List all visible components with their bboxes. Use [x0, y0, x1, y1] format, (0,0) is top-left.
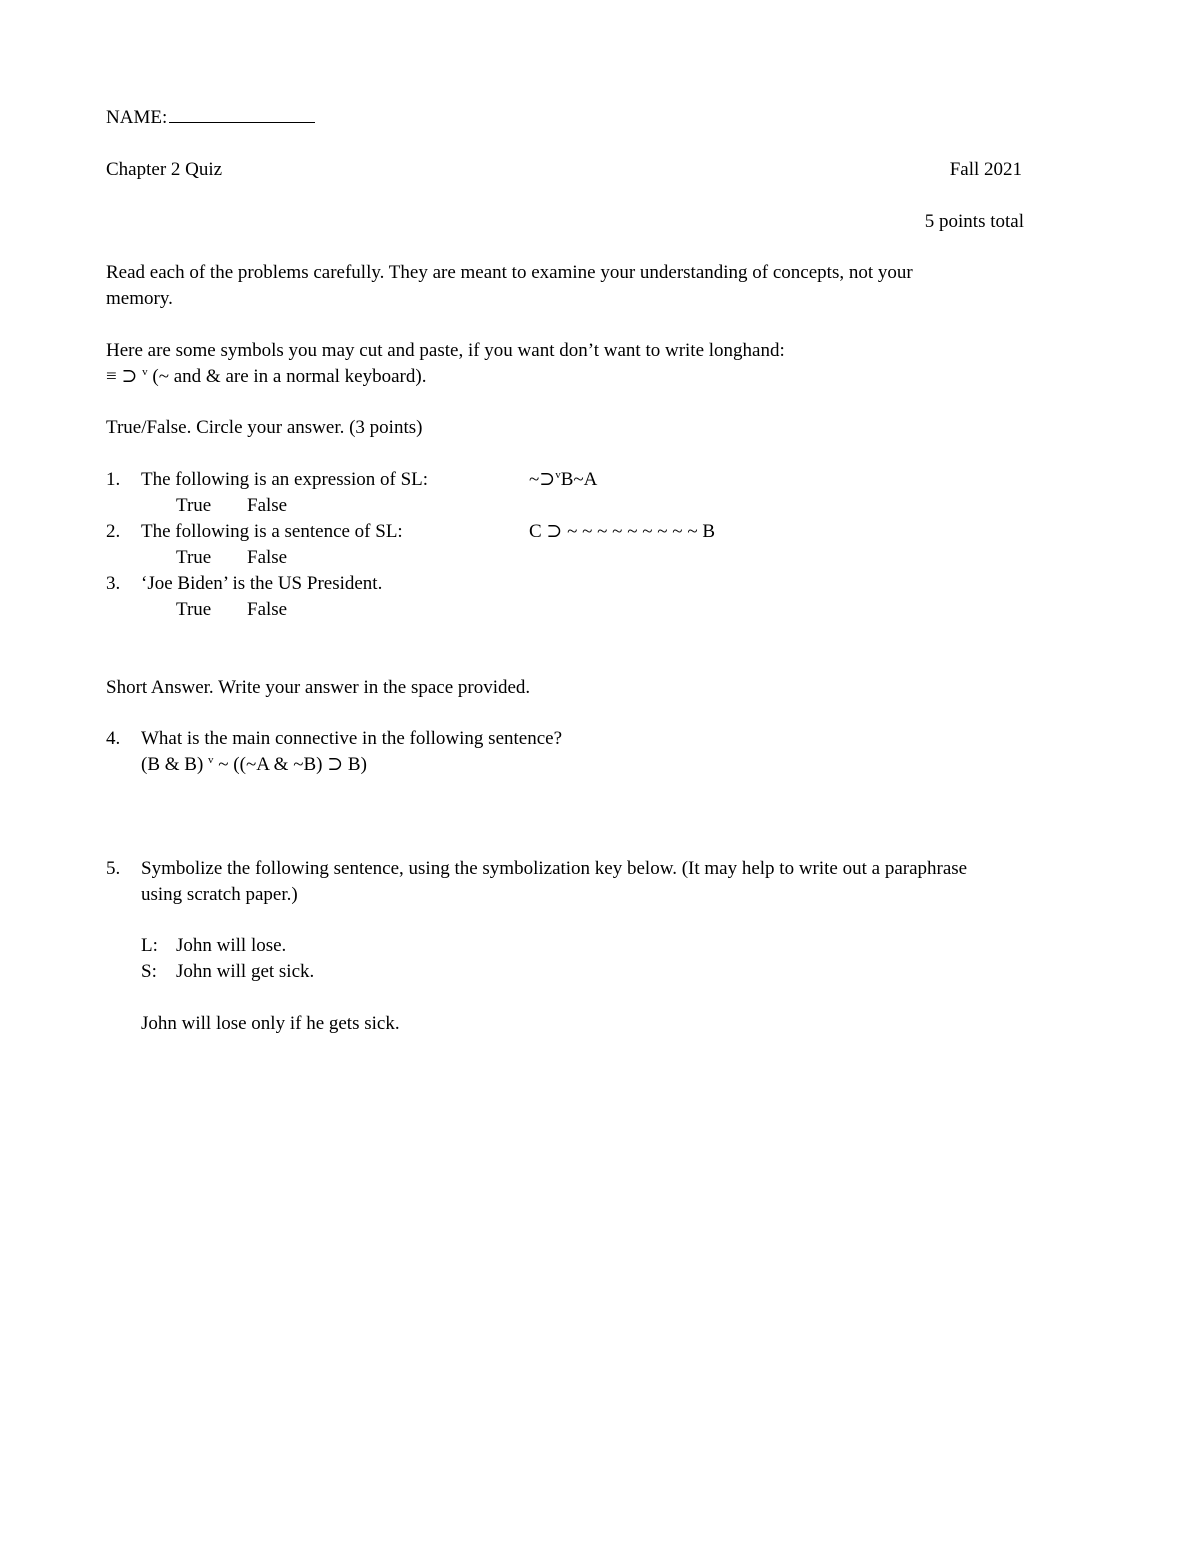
term-label: Fall 2021 — [949, 159, 1022, 180]
tf-item-text: The following is a sentence of SL: — [141, 521, 403, 542]
key-letter: L: — [141, 935, 158, 956]
expr-pre: ~⊃ — [529, 469, 556, 490]
wedge-symbol: v — [555, 469, 561, 481]
tf-answer-false[interactable]: False — [247, 495, 288, 516]
symbols-line — [106, 365, 426, 389]
tf-answer-true[interactable]: True — [176, 599, 212, 620]
q5-sentence: John will lose only if he gets sick. — [141, 1013, 400, 1034]
tf-item-expression: C ⊃ ~ ~ ~ ~ ~ ~ ~ ~ ~ B — [529, 521, 716, 542]
key-letter: S: — [141, 961, 157, 982]
q5-number: 5. — [106, 858, 121, 879]
tf-item-text: ‘Joe Biden’ is the US President. — [141, 573, 383, 594]
instructions-line-2: memory. — [106, 288, 173, 309]
symbols-lead: ≡ ⊃ — [106, 366, 143, 387]
expr-post: B~A — [560, 469, 598, 490]
q4-number: 4. — [106, 728, 121, 749]
key-meaning: John will get sick. — [176, 961, 315, 982]
points-total: 5 points total — [924, 211, 1024, 232]
instructions-line-1: Read each of the problems carefully. They are meant to examine your understanding of concepts, not your — [106, 262, 913, 283]
name-label: NAME: — [106, 107, 168, 128]
name-field — [106, 106, 315, 130]
tf-item-expression — [529, 468, 597, 492]
short-answer-heading: Short Answer. Write your answer in the space provided. — [106, 677, 531, 698]
tf-item-number: 2. — [106, 521, 121, 542]
q4-text: What is the main connective in the following sentence? — [141, 728, 563, 749]
tf-item-number: 1. — [106, 469, 121, 490]
q4-expression — [141, 753, 367, 777]
tf-answer-true[interactable]: True — [176, 547, 212, 568]
expr-pre: (B & B) — [141, 754, 209, 775]
true-false-heading: True/False. Circle your answer. (3 points) — [106, 417, 423, 438]
symbols-note: (~ and & are in a normal keyboard). — [147, 366, 427, 387]
tf-answer-false[interactable]: False — [247, 547, 288, 568]
tf-answer-false[interactable]: False — [247, 599, 288, 620]
symbols-intro: Here are some symbols you may cut and paste, if you want don’t want to write longhand: — [106, 340, 785, 361]
tf-item-number: 3. — [106, 573, 121, 594]
key-meaning: John will lose. — [176, 935, 287, 956]
tf-item-text: The following is an expression of SL: — [141, 469, 429, 490]
tf-answer-true[interactable]: True — [176, 495, 212, 516]
quiz-title: Chapter 2 Quiz — [106, 159, 223, 180]
q5-text-line-1: Symbolize the following sentence, using the symbolization key below. (It may help to write out a paraphrase — [141, 858, 968, 879]
wedge-symbol: v — [208, 754, 214, 766]
q5-text-line-2: using scratch paper.) — [141, 884, 298, 905]
wedge-symbol: v — [142, 366, 148, 378]
name-blank-line[interactable] — [169, 106, 315, 123]
expr-post: ~ ((~A & ~B) ⊃ B) — [213, 754, 367, 775]
